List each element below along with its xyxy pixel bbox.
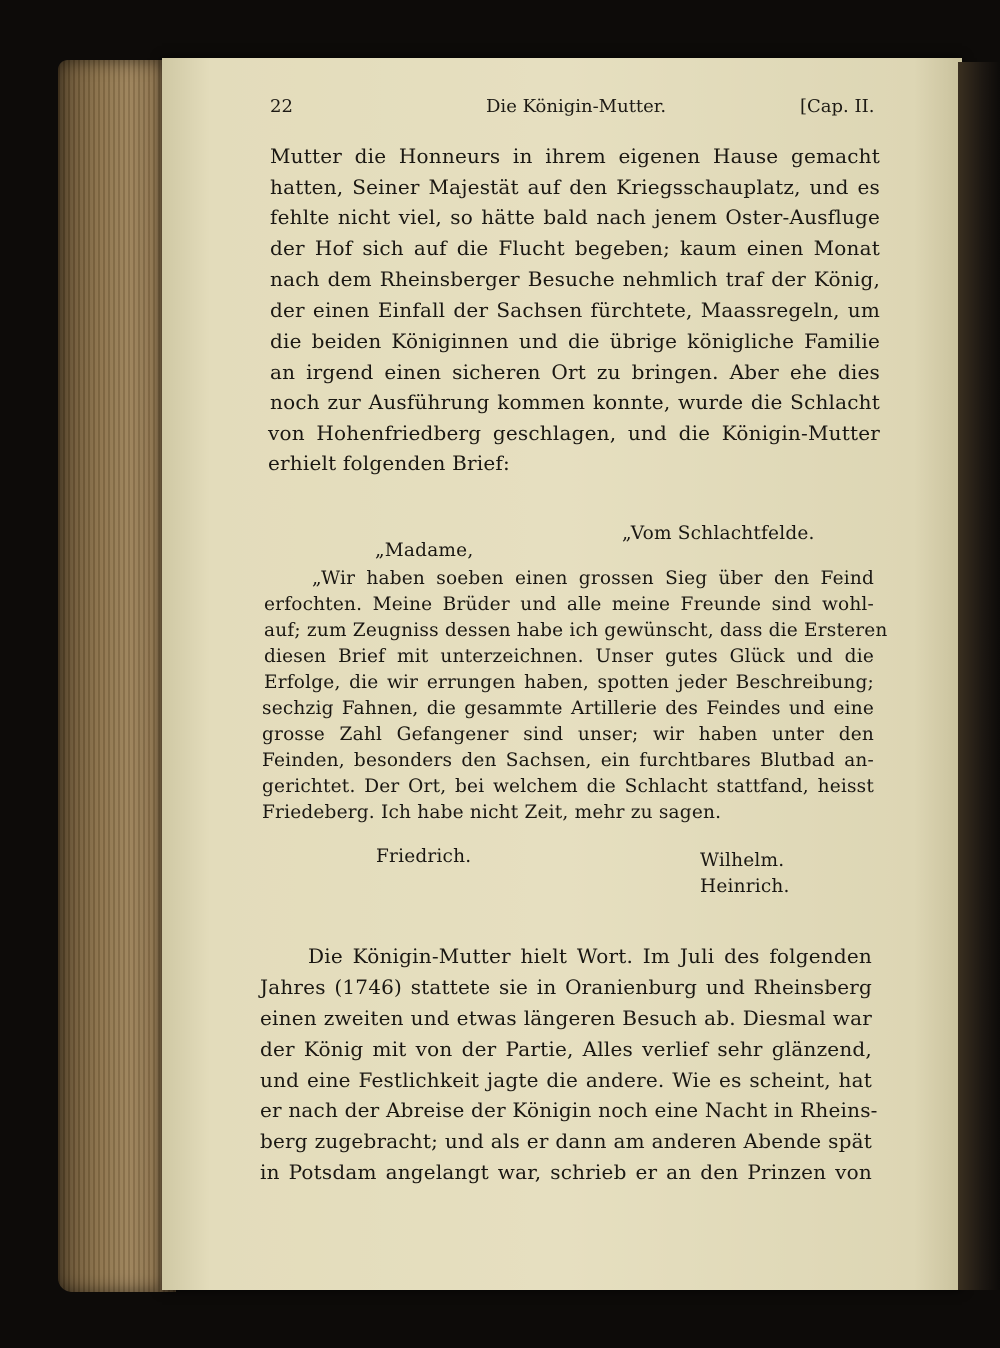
letter-line: sechzig Fahnen, die gesammte Artillerie des Feindes und eine	[262, 698, 874, 719]
text-line: hatten, Seiner Majestät auf den Kriegsschauplatz, und es	[270, 175, 880, 199]
letter-line: erfochten. Meine Brüder und alle meine Freunde sind wohl-	[264, 594, 874, 615]
facing-page-edge	[958, 62, 1000, 1290]
signature-friedrich: Friedrich.	[376, 846, 472, 867]
text-line: Die Königin-Mutter hielt Wort. Im Juli des folgenden	[308, 944, 872, 968]
text-line: in Potsdam angelangt war, schrieb er an den Prinzen von	[260, 1160, 872, 1184]
text-line: der Hof sich auf die Flucht begeben; kaum einen Monat	[270, 236, 880, 260]
text-line: der einen Einfall der Sachsen fürchtete, Maassregeln, um	[270, 298, 880, 322]
page-number: 22	[270, 96, 293, 117]
letter-line: „Wir haben soeben einen grossen Sieg über den Feind	[312, 568, 874, 589]
text-line: Mutter die Honneurs in ihrem eigenen Hause gemacht	[270, 144, 880, 168]
letter-place: „Vom Schlachtfelde.	[622, 523, 815, 544]
signature-wilhelm: Wilhelm.	[700, 850, 785, 871]
text-line: die beiden Königinnen und die übrige königliche Familie	[270, 329, 880, 353]
letter-line: gerichtet. Der Ort, bei welchem die Schlacht stattfand, heisst	[262, 776, 874, 797]
text-line: an irgend einen sicheren Ort zu bringen. Aber ehe dies	[270, 360, 880, 384]
letter-line: auf; zum Zeugniss dessen habe ich gewünscht, dass die Ersteren	[264, 620, 888, 641]
letter-line: grosse Zahl Gefangener sind unser; wir haben unter den	[262, 724, 874, 745]
text-line: berg zugebracht; und als er dann am anderen Abende spät	[260, 1129, 872, 1153]
text-line: fehlte nicht viel, so hätte bald nach jenem Oster-Ausfluge	[270, 205, 880, 229]
text-line: und eine Festlichkeit jagte die andere. Wie es scheint, hat	[260, 1068, 872, 1092]
letter-line: Erfolge, die wir errungen haben, spotten jeder Beschreibung;	[264, 672, 874, 693]
book-page-edges	[58, 60, 176, 1292]
text-line: Jahres (1746) stattete sie in Oranienburg und Rheinsberg	[260, 975, 872, 999]
text-line: der König mit von der Partie, Alles verlief sehr glänzend,	[260, 1037, 872, 1061]
letter-line: Feinden, besonders den Sachsen, ein furchtbares Blutbad an-	[262, 750, 874, 771]
signature-heinrich: Heinrich.	[700, 876, 790, 897]
text-line: er nach der Abreise der Königin noch eine Nacht in Rheins-	[260, 1098, 878, 1122]
letter-line: diesen Brief mit unterzeichnen. Unser gutes Glück und die	[264, 646, 874, 667]
running-title: Die Königin-Mutter.	[486, 96, 667, 117]
text-line: von Hohenfriedberg geschlagen, und die Königin-Mutter	[268, 421, 880, 445]
text-line: einen zweiten und etwas längeren Besuch ab. Diesmal war	[260, 1006, 872, 1030]
letter-salutation: „Madame,	[375, 540, 474, 561]
chapter-label: [Cap. II.	[800, 96, 875, 117]
letter-line: Friedeberg. Ich habe nicht Zeit, mehr zu sagen.	[262, 802, 722, 823]
text-line: erhielt folgenden Brief:	[268, 451, 510, 475]
text-line: noch zur Ausführung kommen konnte, wurde die Schlacht	[270, 390, 880, 414]
text-line: nach dem Rheinsberger Besuche nehmlich traf der König,	[270, 267, 880, 291]
